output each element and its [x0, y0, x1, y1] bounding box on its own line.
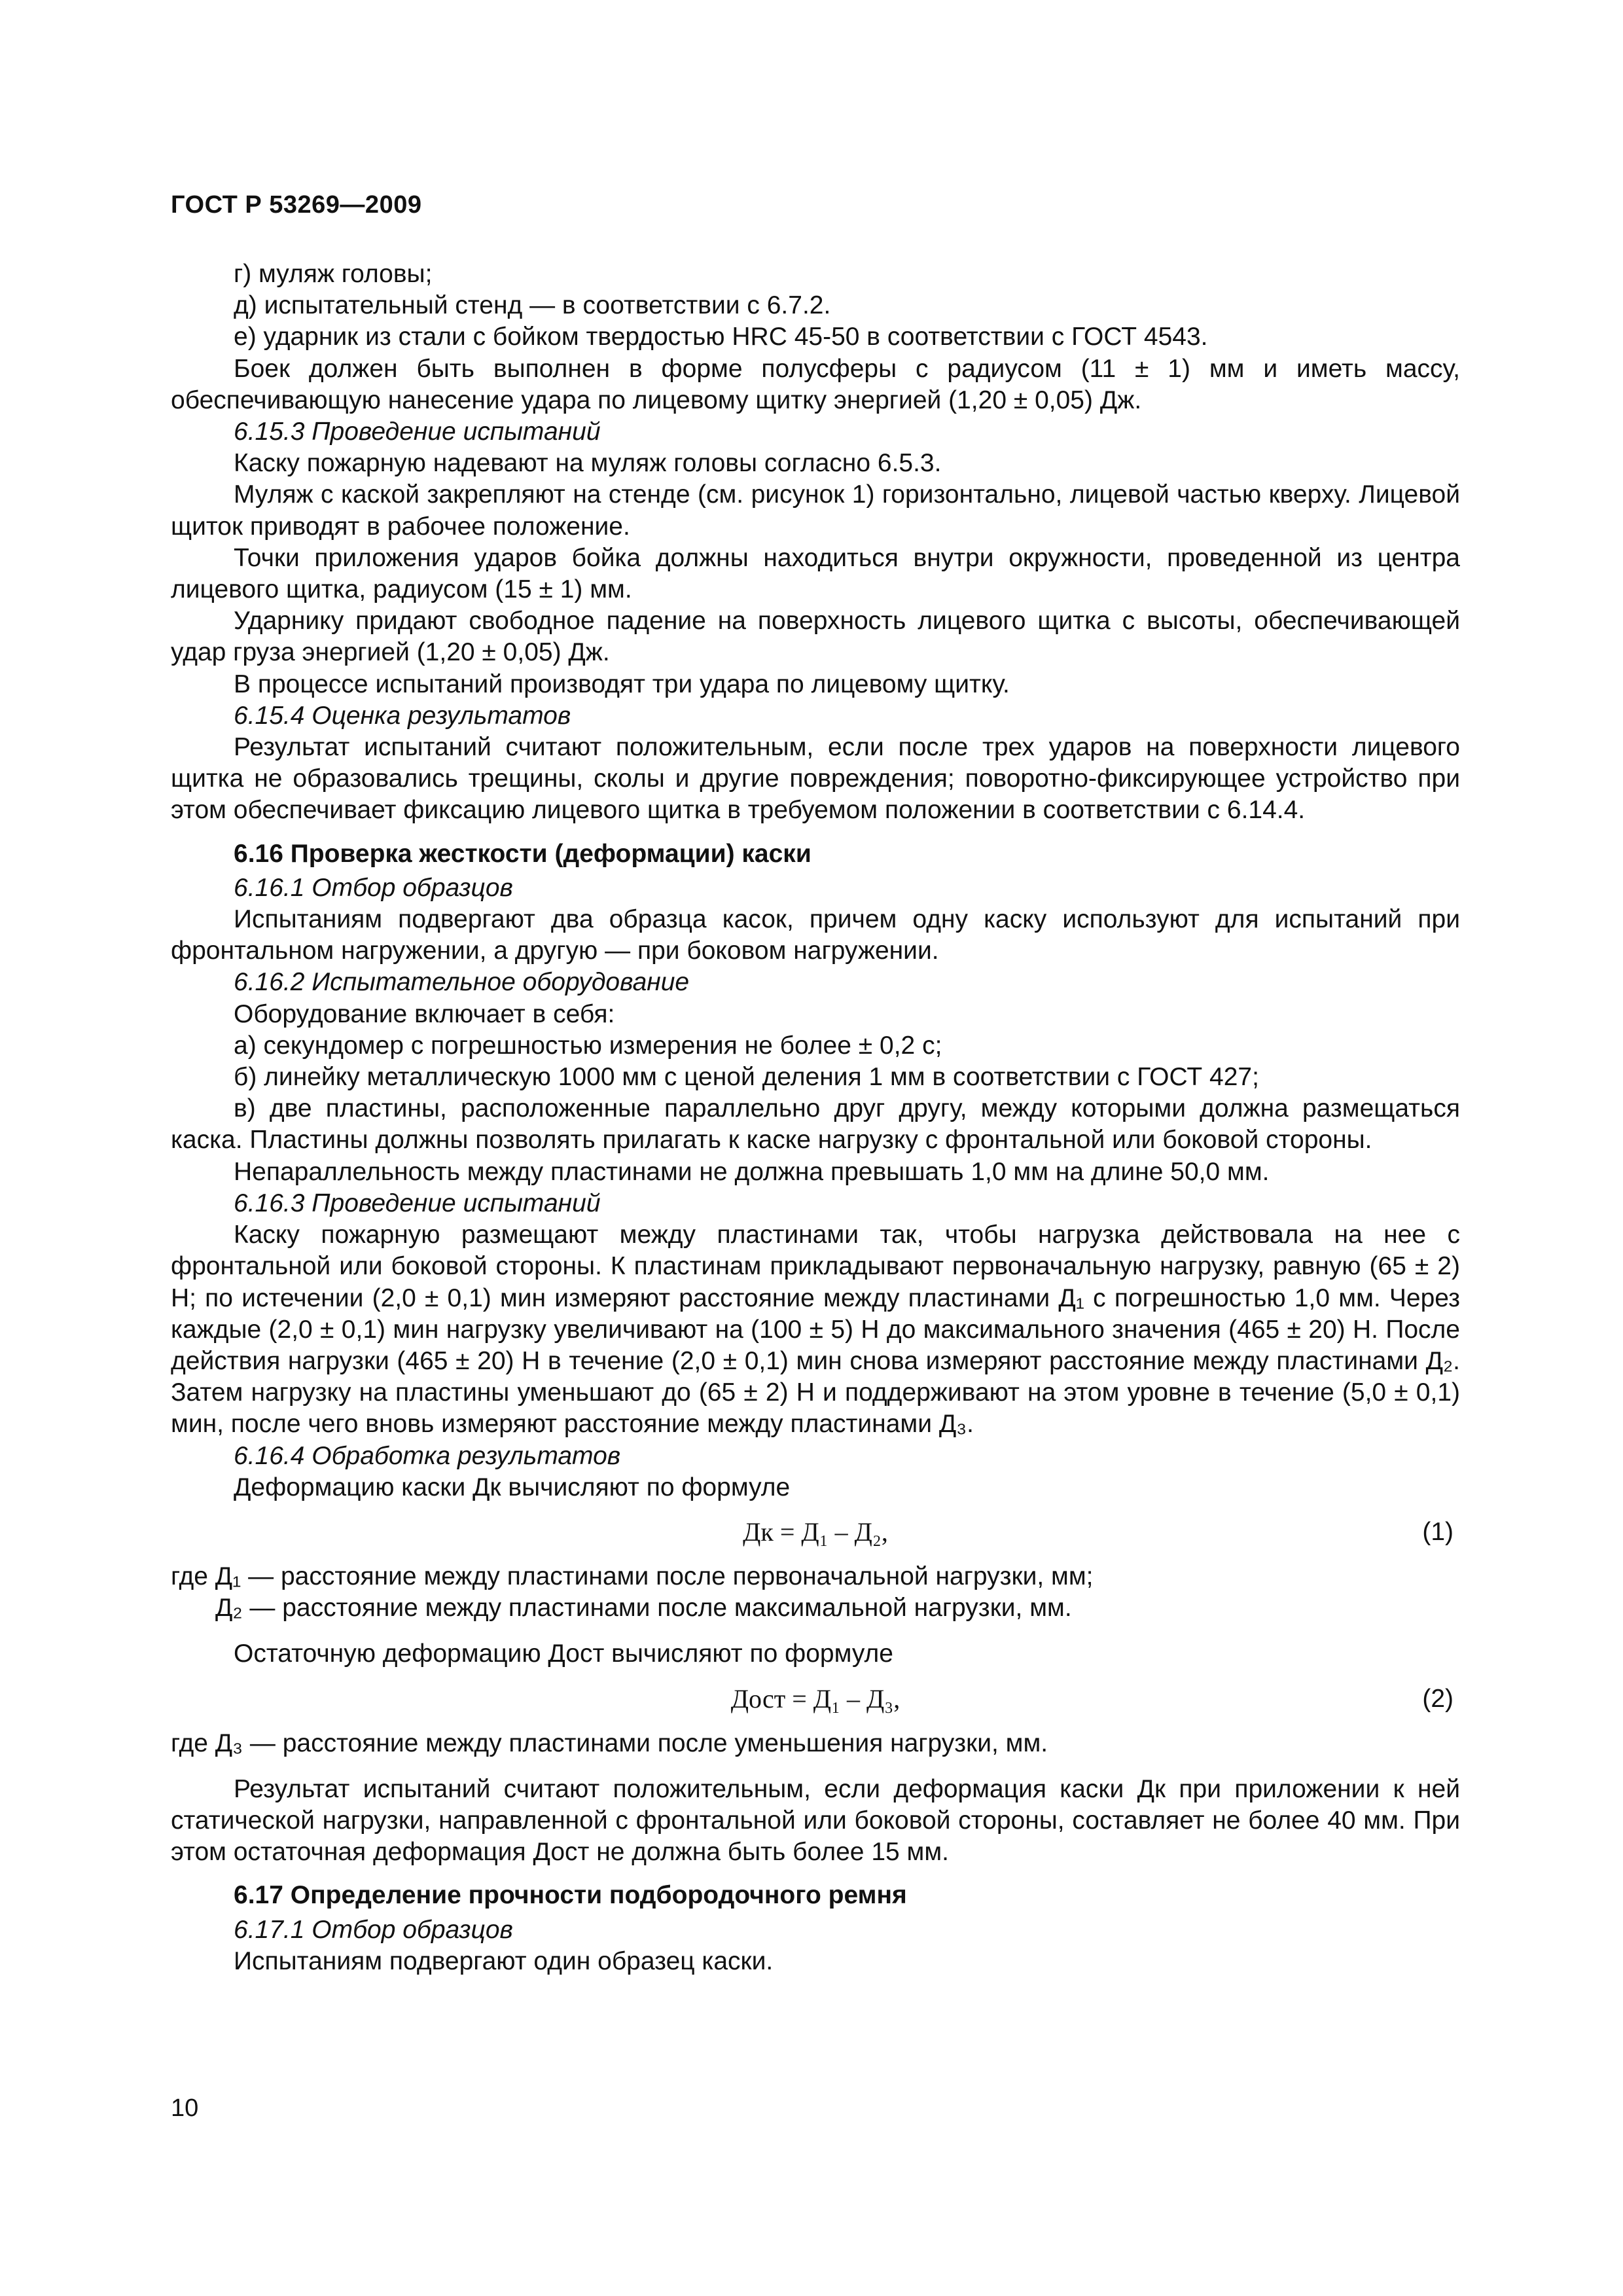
paragraph: б) линейку металлическую 1000 мм с ценой деления 1 мм в соответствии с ГОСТ 427;: [234, 1063, 1259, 1092]
paragraph: Каску пожарную надевают на муляж головы согласно 6.5.3.: [234, 449, 942, 478]
formula-expression: Дост = Д₁ – Д₃,: [730, 1683, 901, 1713]
formula: [171, 1510, 1460, 1561]
subsection-heading: 6.16.2 Испытательное оборудование: [234, 968, 690, 997]
page-number: 10: [171, 2094, 199, 2122]
spacer: [171, 1624, 1460, 1638]
paragraph: Непараллельность между пластинами не должна превышать 1,0 мм на длине 50,0 мм.: [234, 1157, 1270, 1186]
spacer: [171, 1759, 1460, 1774]
paragraph: Испытаниям подвергают один образец каски.: [234, 1946, 774, 1975]
formula-number: (2): [1422, 1684, 1454, 1713]
paragraph: Муляж с каской закрепляют на стенде (см. рисунок 1) горизонтально, лицевой частью кверху. Лицевой щиток приводят в рабочее положение.: [171, 480, 1460, 541]
paragraph: Ударнику придают свободное падение на поверхность лицевого щитка с высоты, обеспечивающей удар груза энергией (1,20 ± 0,05) Дж.: [171, 607, 1460, 667]
paragraph: г) муляж головы;: [234, 260, 433, 288]
paragraph: Оборудование включает в себя:: [234, 999, 615, 1028]
paragraph: Деформацию каски Дк вычисляют по формуле: [234, 1473, 791, 1501]
subsection-heading: 6.15.4 Оценка результатов: [234, 701, 571, 730]
subsection-heading: 6.16.1 Отбор образцов: [234, 873, 513, 902]
paragraph: Точки приложения ударов бойка должны находиться внутри окружности, проведенной из центра лицевого щитка, радиусом (15 ± 1) мм.: [171, 543, 1460, 604]
subsection-heading: 6.17.1 Отбор образцов: [234, 1915, 513, 1944]
formula-number: (1): [1422, 1517, 1454, 1546]
paragraph: в) две пластины, расположенные параллельно друг другу, между которыми должна размещаться каска. Пластины должны позволять прилагать к каске нагрузку с фронтальной или боковой стороны.: [171, 1094, 1460, 1155]
paragraph: Результат испытаний считают положительным, если деформация каски Дк при приложении к ней статической нагрузки, направленной с фронтальной или боковой стороны, составляет не более 40 мм. При этом остаточная деформация Дост не должна быть более 15 мм.: [171, 1774, 1460, 1867]
paragraph: Результат испытаний считают положительным, если после трех ударов на поверхности лицевого щитка не образовались трещины, сколы и другие повреждения; поворотно-фиксирующее устройство при этом обеспечивает фиксацию лицевого щитка в требуемом положении в соответствии с 6.14.4.: [171, 733, 1460, 825]
paragraph: д) испытательный стенд — в соответствии с 6.7.2.: [234, 291, 831, 320]
subsection-heading: 6.16.4 Обработка результатов: [234, 1441, 621, 1470]
subsection-heading: 6.16.3 Проведение испытаний: [234, 1189, 601, 1217]
paragraph: Остаточную деформацию Дост вычисляют по формуле: [234, 1640, 893, 1668]
paragraph: е) ударник из стали с бойком твердостью HRC 45-50 в соответствии с ГОСТ 4543.: [234, 323, 1208, 351]
section-heading: 6.16 Проверка жесткости (деформации) каски: [234, 839, 812, 868]
formula: [171, 1677, 1460, 1728]
document-body: [171, 259, 1460, 1977]
formula-legend: где Д₁ — расстояние между пластинами после первоначальной нагрузки, мм;: [171, 1562, 1094, 1590]
section-heading: 6.17 Определение прочности подбородочного ремня: [234, 1881, 907, 1910]
paragraph: а) секундомер с погрешностью измерения не более ± 0,2 с;: [234, 1031, 942, 1060]
paragraph: Каску пожарную размещают между пластинами так, чтобы нагрузка действовала на нее с фронтальной или боковой стороны. К пластинам прикладывают первоначальную нагрузку, равную (65 ± 2) Н; по истечении (2,0 ± 0,1) мин измеряют расстояние между пластинами Д₁ с погрешностью 1,0 мм. Через каждые (2,0 ± 0,1) мин нагрузку увеличивают на (100 ± 5) Н до максимального значения (465 ± 20) Н. После действия нагрузки (465 ± 20) Н в течение (2,0 ± 0,1) мин снова измеряют расстояние между пластинами Д₂. Затем нагрузку на пластины уменьшают до (65 ± 2) Н и поддерживают на этом уровне в течение (5,0 ± 0,1) мин, после чего вновь измеряют расстояние между пластинами Д₃.: [171, 1221, 1460, 1439]
formula-expression: Дк = Д₁ – Д₂,: [743, 1516, 888, 1547]
paragraph: В процессе испытаний производят три удара по лицевому щитку.: [234, 670, 1010, 698]
formula-legend: Д₂ — расстояние между пластинами после максимальной нагрузки, мм.: [215, 1594, 1072, 1623]
document-header: ГОСТ Р 53269—2009: [171, 191, 422, 219]
formula-legend: где Д₃ — расстояние между пластинами после уменьшения нагрузки, мм.: [171, 1729, 1048, 1757]
paragraph: Испытаниям подвергают два образца касок, причем одну каску используют для испытаний при фронтальном нагружении, а другую — при боковом нагружении.: [171, 905, 1460, 965]
paragraph: Боек должен быть выполнен в форме полусферы с радиусом (11 ± 1) мм и иметь массу, обеспечивающую нанесение удара по лицевому щитку энергией (1,20 ± 0,05) Дж.: [171, 354, 1460, 414]
subsection-heading: 6.15.3 Проведение испытаний: [234, 418, 601, 446]
